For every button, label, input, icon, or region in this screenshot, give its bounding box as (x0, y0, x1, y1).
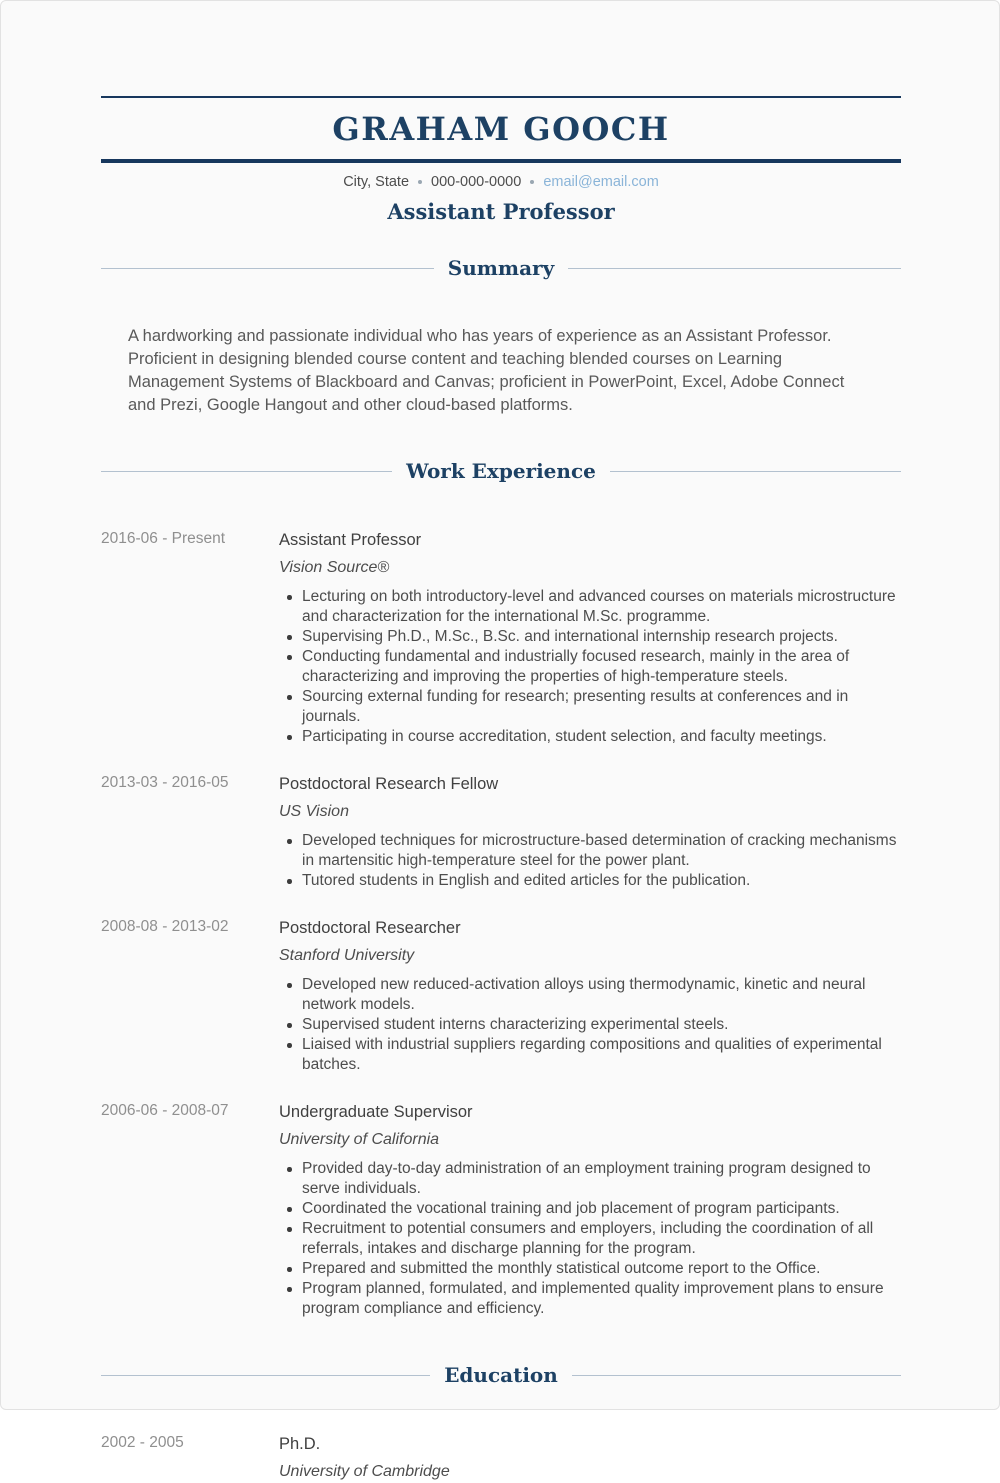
heading-rule-right (568, 268, 901, 269)
resume-entry (101, 917, 901, 1075)
entry-bullet: Conducting fundamental and industrially focused research, mainly in the area of characterizing and improving the properties of high-temperature steels. (279, 647, 901, 687)
entry-dates: 2002 - 2005 (101, 1434, 184, 1451)
dot-separator-icon (418, 180, 422, 184)
entry-body (279, 917, 901, 1075)
work-experience-entries (101, 529, 901, 1319)
entry-job-title: Postdoctoral Researcher (279, 919, 461, 937)
summary-title: Summary (447, 256, 555, 280)
heading-rule-left (101, 1375, 430, 1376)
entry-bullet: Supervising Ph.D., M.Sc., B.Sc. and international internship research projects. (279, 627, 901, 647)
entry-job-title: Assistant Professor (279, 531, 422, 549)
entry-dates: 2008-08 - 2013-02 (101, 918, 229, 935)
work-experience-heading (101, 459, 901, 483)
heading-rule-left (101, 268, 434, 269)
resume-entry (101, 1101, 901, 1319)
entry-body (279, 1433, 901, 1483)
entry-bullet: Coordinated the vocational training and job placement of program participants. (279, 1199, 901, 1219)
summary-text: A hardworking and passionate individual who has years of experience as an Assistant Professor. Proficient in designing blended course content and teaching blended courses on Learning Management Systems of Blackboard and Canvas; proficient in PowerPoint, Excel, Adobe Connect and Prezi, Google Hangout and other cloud-based platforms. (128, 327, 845, 414)
entry-bullet: Tutored students in English and edited articles for the publication. (279, 871, 901, 891)
person-name: GRAHAM GOOCH (332, 110, 670, 148)
entry-body (279, 1101, 901, 1319)
entry-bullet-list (279, 831, 901, 891)
entry-organization: University of Cambridge (279, 1463, 450, 1480)
entry-dates: 2013-03 - 2016-05 (101, 774, 229, 791)
summary-heading (101, 256, 901, 280)
heading-rule-right (610, 471, 901, 472)
contact-email-link[interactable]: email@email.com (543, 174, 659, 190)
entry-body (279, 529, 901, 747)
entry-bullet: Developed techniques for microstructure-based determination of cracking mechanisms in martensitic high-temperature steel for the power plant. (279, 831, 901, 871)
entry-organization: University of California (279, 1131, 440, 1148)
entry-bullet-list (279, 1159, 901, 1319)
education-entries (101, 1433, 901, 1483)
resume-entry (101, 529, 901, 747)
entry-job-title: Ph.D. (279, 1435, 321, 1453)
entry-bullet: Recruitment to potential consumers and employers, including the coordination of all referrals, intakes and discharge planning for the program. (279, 1219, 901, 1259)
resume-entry (101, 1433, 901, 1483)
entry-bullet: Provided day-to-day administration of an employment training program designed to serve individuals. (279, 1159, 901, 1199)
entry-bullet: Prepared and submitted the monthly statistical outcome report to the Office. (279, 1259, 901, 1279)
entry-organization: Stanford University (279, 947, 415, 964)
heading-rule-left (101, 471, 392, 472)
education-title: Education (444, 1363, 558, 1387)
entry-bullet: Sourcing external funding for research; presenting results at conferences and in journals. (279, 687, 901, 727)
contact-location: City, State (343, 174, 410, 190)
entry-organization: Vision Source® (279, 559, 390, 576)
entry-organization: US Vision (279, 803, 349, 820)
entry-bullet: Program planned, formulated, and implemented quality improvement plans to ensure program compliance and efficiency. (279, 1279, 901, 1319)
header-thick-rule (101, 159, 901, 163)
entry-bullet: Supervised student interns characterizing experimental steels. (279, 1015, 901, 1035)
header-top-rule (101, 96, 901, 98)
entry-job-title: Postdoctoral Research Fellow (279, 775, 499, 793)
entry-bullet-list (279, 975, 901, 1075)
entry-bullet: Participating in course accreditation, student selection, and faculty meetings. (279, 727, 901, 747)
entry-bullet: Lecturing on both introductory-level and advanced courses on materials microstructure and characterization for the international M.Sc. programme. (279, 587, 901, 627)
dot-separator-icon (530, 180, 534, 184)
resume-entry (101, 773, 901, 891)
heading-rule-right (572, 1375, 901, 1376)
entry-bullet: Liaised with industrial suppliers regarding compositions and qualities of experimental batches. (279, 1035, 901, 1075)
entry-dates: 2006-06 - 2008-07 (101, 1102, 229, 1119)
entry-job-title: Undergraduate Supervisor (279, 1103, 473, 1121)
entry-body (279, 773, 901, 891)
entry-bullet-list (279, 587, 901, 747)
contact-phone: 000-000-0000 (431, 174, 522, 190)
entry-dates: 2016-06 - Present (101, 530, 226, 547)
education-heading (101, 1363, 901, 1387)
work-experience-title: Work Experience (406, 459, 596, 483)
entry-bullet: Developed new reduced-activation alloys using thermodynamic, kinetic and neural network models. (279, 975, 901, 1015)
person-role: Assistant Professor (387, 199, 615, 224)
contact-row (101, 174, 901, 190)
